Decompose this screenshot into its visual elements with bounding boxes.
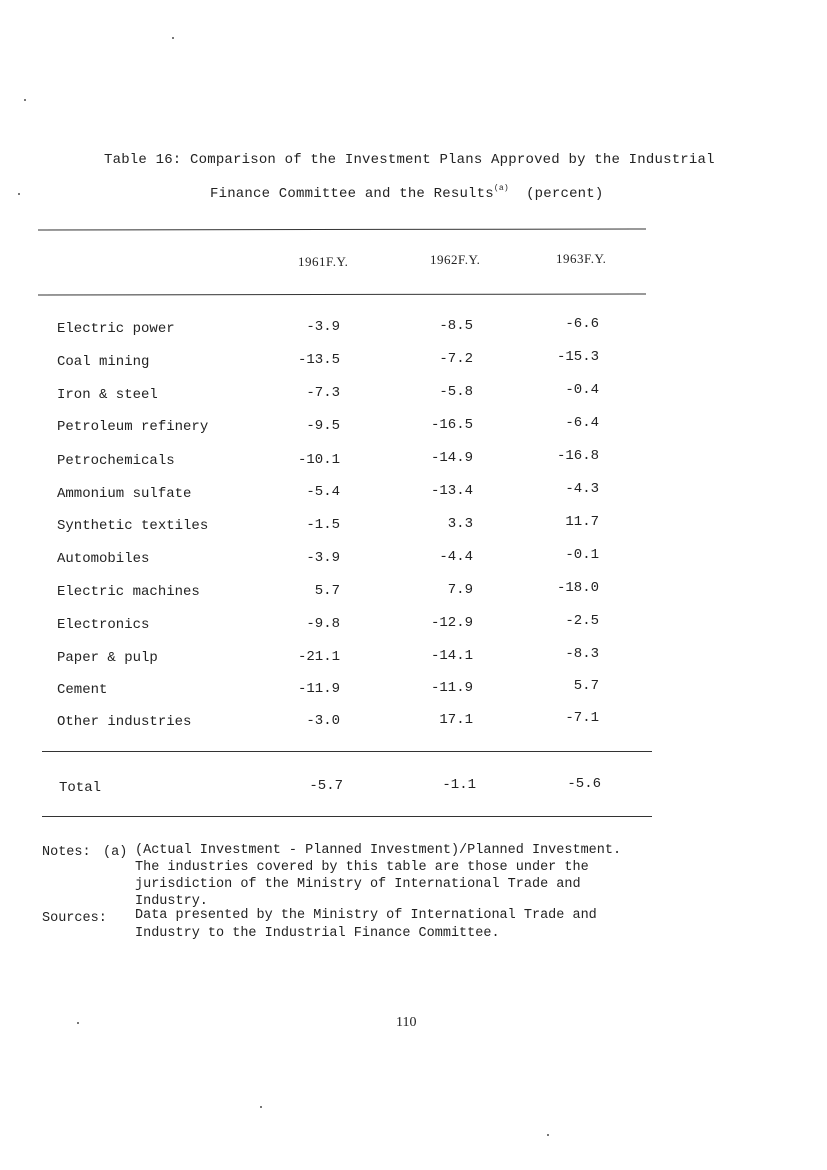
cell-1963: -0.4 <box>565 382 599 398</box>
cell-1961: -11.9 <box>297 681 340 697</box>
cell-1962: -4.4 <box>439 549 473 565</box>
row-label: Iron & steel <box>57 387 158 403</box>
row-label: Electric machines <box>57 584 200 600</box>
sources-line: Data presented by the Ministry of International Trade and <box>135 908 597 923</box>
cell-1962: 3.3 <box>447 516 473 532</box>
table-title-line2 <box>210 186 604 202</box>
cell-1961: -3.9 <box>306 550 340 566</box>
row-label: Electric power <box>57 321 175 337</box>
cell-1962: -5.8 <box>439 384 473 400</box>
scan-speck <box>24 99 26 101</box>
sources-label: Sources: <box>42 911 107 926</box>
sources-line: Industry to the Industrial Finance Committee. <box>135 926 500 941</box>
cell-1963: -8.3 <box>565 646 599 662</box>
cell-1963: -18.0 <box>556 580 599 596</box>
total-1963: -5.6 <box>567 776 601 792</box>
notes-marker: (a) <box>103 845 128 860</box>
notes-line: Industry. <box>135 894 208 909</box>
scan-speck <box>547 1134 549 1136</box>
scan-speck <box>77 1022 79 1024</box>
row-label: Petrochemicals <box>57 453 175 469</box>
row-label: Synthetic textiles <box>57 518 209 534</box>
cell-1962: 17.1 <box>439 712 473 728</box>
cell-1962: -14.9 <box>430 450 473 466</box>
cell-1962: -13.4 <box>430 483 473 499</box>
body-rule <box>42 751 652 752</box>
cell-1961: -10.1 <box>297 452 340 468</box>
cell-1961: -9.8 <box>306 616 340 632</box>
column-header-1961: 1961F.Y. <box>298 254 349 269</box>
cell-1963: -0.1 <box>565 547 599 563</box>
row-label: Paper & pulp <box>57 650 158 666</box>
cell-1962: -12.9 <box>430 615 473 631</box>
top-rule <box>38 228 646 230</box>
footnote-marker: (a) <box>493 184 509 193</box>
cell-1963: 11.7 <box>565 514 599 530</box>
row-label: Other industries <box>57 714 192 730</box>
header-rule <box>38 293 646 295</box>
title-text: Finance Committee and the Results <box>210 186 494 202</box>
scan-speck <box>260 1106 262 1108</box>
total-1961: -5.7 <box>309 778 343 794</box>
total-label: Total <box>59 780 102 796</box>
row-label: Petroleum refinery <box>57 419 209 435</box>
cell-1961: -21.1 <box>297 649 340 665</box>
total-1962: -1.1 <box>442 777 476 793</box>
row-label: Electronics <box>57 617 150 633</box>
cell-1963: -7.1 <box>565 710 599 726</box>
cell-1961: -1.5 <box>306 517 340 533</box>
cell-1963: 5.7 <box>573 678 599 694</box>
scan-speck <box>172 37 174 39</box>
title-unit: (percent) <box>526 186 604 202</box>
cell-1961: 5.7 <box>314 583 340 599</box>
notes-label: Notes: <box>42 845 91 860</box>
cell-1961: -5.4 <box>306 484 340 500</box>
cell-1963: -15.3 <box>556 349 599 365</box>
cell-1961: -13.5 <box>297 352 340 368</box>
cell-1962: -7.2 <box>439 351 473 367</box>
scan-speck <box>18 193 20 195</box>
notes-line: The industries covered by this table are those under the <box>135 860 589 875</box>
row-label: Coal mining <box>57 354 150 370</box>
cell-1963: -6.4 <box>565 415 599 431</box>
cell-1962: 7.9 <box>447 582 473 598</box>
row-label: Automobiles <box>57 551 150 567</box>
cell-1963: -6.6 <box>565 316 599 332</box>
notes-line: jurisdiction of the Ministry of International Trade and <box>135 877 581 892</box>
notes-line: (Actual Investment - Planned Investment)/Planned Investment. <box>135 843 622 858</box>
cell-1962: -16.5 <box>430 417 473 433</box>
row-label: Cement <box>57 682 108 698</box>
table-title-line1: Table 16: Comparison of the Investment Plans Approved by the Industrial <box>104 152 715 168</box>
cell-1963: -2.5 <box>565 613 599 629</box>
cell-1962: -14.1 <box>430 648 473 664</box>
page-number: 110 <box>396 1015 417 1030</box>
bottom-rule <box>42 816 652 817</box>
cell-1961: -3.9 <box>306 319 340 335</box>
cell-1961: -7.3 <box>306 385 340 401</box>
cell-1963: -4.3 <box>565 481 599 497</box>
cell-1961: -9.5 <box>306 418 340 434</box>
column-header-1963: 1963F.Y. <box>556 251 607 266</box>
cell-1961: -3.0 <box>306 713 340 729</box>
cell-1963: -16.8 <box>556 448 599 464</box>
column-header-1962: 1962F.Y. <box>430 252 481 267</box>
cell-1962: -11.9 <box>430 680 473 696</box>
row-label: Ammonium sulfate <box>57 486 192 502</box>
cell-1962: -8.5 <box>439 318 473 334</box>
